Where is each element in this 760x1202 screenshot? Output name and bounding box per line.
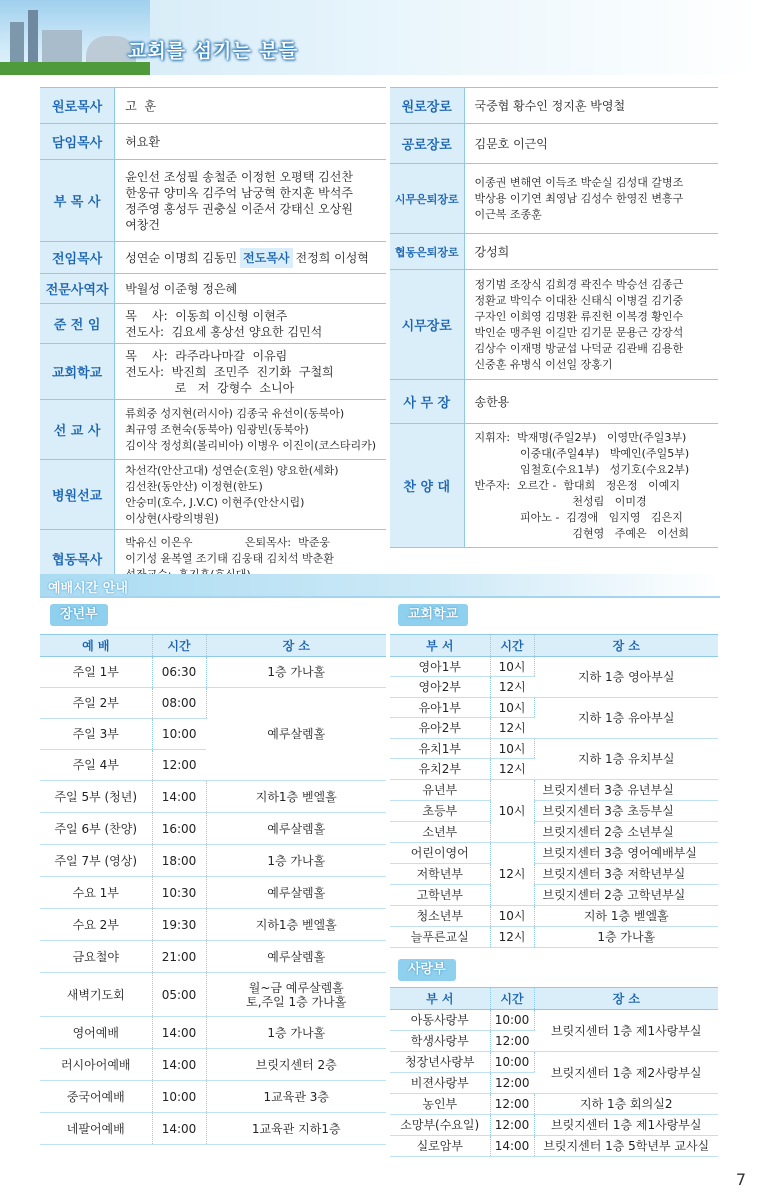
table-cell: 저학년부 — [390, 864, 490, 885]
table-cell: 러시아어예배 — [40, 1049, 152, 1081]
staff-role: 교회학교 — [40, 344, 115, 400]
table-cell: 예루살렘홀 — [206, 877, 386, 909]
text-line: 임철호(수요1부) 성기호(수요2부) — [474, 462, 690, 476]
table-cell: 10시 — [490, 698, 534, 718]
table-row — [390, 864, 718, 885]
table-cell: 농인부 — [390, 1094, 490, 1115]
table-cell: 브릿지센터 2층 소년부실 — [534, 822, 718, 843]
table-cell: 유치2부 — [390, 759, 490, 780]
table-cell: 브릿지센터 3층 영어예배부실 — [534, 843, 718, 864]
staff-names — [115, 160, 386, 242]
staff-row — [40, 242, 386, 274]
table-cell: 지하 1층 유치부실 — [534, 739, 718, 780]
table-row — [40, 1049, 386, 1081]
table-cell: 06:30 — [152, 657, 206, 688]
staff-names — [115, 400, 386, 460]
table-cell: 지하 1층 회의실2 — [534, 1094, 718, 1115]
text-line: 한웅규 양미옥 김주억 남궁혁 한지훈 박석주 — [125, 185, 353, 200]
table-cell: 10시 — [490, 906, 534, 927]
text-line: 이근복 조종훈 — [474, 207, 542, 221]
text-line: 천성림 이미경 — [474, 494, 647, 508]
table-cell: 브릿지센터 2층 고학년부실 — [534, 885, 718, 906]
table-cell: 학생사랑부 — [390, 1031, 490, 1052]
table-cell: 주일 3부 — [40, 719, 152, 750]
table-cell: 소년부 — [390, 822, 490, 843]
text-line: 이종권 변해연 이득조 박순실 김성대 갈병조 — [474, 175, 684, 189]
text-line: 박월성 이준형 정은혜 — [125, 281, 238, 296]
staff-role: 시무장로 — [390, 270, 464, 380]
table-cell: 중국어예배 — [40, 1081, 152, 1113]
love-schedule-table — [390, 987, 718, 1157]
text-line: 최규영 조현숙(동북아) 임광빈(동북아) — [125, 422, 309, 436]
staff-row — [40, 344, 386, 400]
table-cell: 브릿지센터 3층 초등부실 — [534, 801, 718, 822]
table-cell: 19:30 — [152, 909, 206, 941]
table-cell: 수요 2부 — [40, 909, 152, 941]
table-cell: 10:00 — [152, 719, 206, 750]
table-cell: 1층 가나홀 — [206, 657, 386, 688]
table-cell: 브릿지센터 1층 제2사랑부실 — [534, 1052, 718, 1094]
text-line: 류희중 성지현(러시아) 김종국 유선이(동북아) — [125, 406, 345, 420]
staff-role-inline: 전도목사 — [240, 248, 292, 268]
table-cell: 12시 — [490, 927, 534, 948]
staff-role: 준 전 임 — [40, 304, 115, 344]
staff-row — [40, 88, 386, 124]
table-cell: 12:00 — [490, 1031, 534, 1052]
text-line: 반주자: 오르간 - 함대희 정은정 이예지 — [474, 478, 681, 492]
text-line: 차선각(안산고대) 성연순(호원) 양요한(세화) — [125, 463, 339, 477]
table-row — [390, 1052, 718, 1073]
staff-names — [464, 234, 718, 270]
staff-role: 전임목사 — [40, 242, 115, 274]
staff-role: 담임목사 — [40, 124, 115, 160]
text-line: 박인순 맹주원 이길만 김기문 문용근 강장석 — [474, 325, 684, 339]
table-cell: 14:00 — [490, 1136, 534, 1157]
text-line: 김현영 주예은 이선희 — [474, 526, 690, 540]
staff-role: 협동은퇴장로 — [390, 234, 464, 270]
staff-row — [40, 274, 386, 304]
text-line: 전도사: 김요세 홍상선 양요한 김민석 — [125, 324, 323, 339]
staff-row — [390, 88, 718, 124]
table-cell: 10:30 — [152, 877, 206, 909]
staff-row — [390, 124, 718, 164]
table-row — [390, 780, 718, 801]
staff-names — [115, 242, 386, 274]
table-row — [40, 688, 386, 719]
table-cell: 수요 1부 — [40, 877, 152, 909]
staff-names — [115, 460, 386, 530]
staff-role: 부 목 사 — [40, 160, 115, 242]
table-cell: 네팔어예배 — [40, 1113, 152, 1145]
staff-row — [40, 160, 386, 242]
table-row — [40, 973, 386, 1017]
table-cell: 08:00 — [152, 688, 206, 719]
col-header: 시간 — [490, 988, 534, 1010]
table-row — [390, 739, 718, 759]
col-header: 예 배 — [40, 635, 152, 657]
text-line: 국중협 황수인 정지훈 박영철 — [474, 98, 626, 113]
table-cell: 05:00 — [152, 973, 206, 1017]
text-line: 허요환 — [125, 134, 160, 149]
table-cell: 12시 — [490, 677, 534, 698]
table-cell: 영어예배 — [40, 1017, 152, 1049]
staff-role: 공로장로 — [390, 124, 464, 164]
table-row — [40, 909, 386, 941]
table-cell: 주일 5부 (청년) — [40, 781, 152, 813]
table-cell: 유년부 — [390, 780, 490, 801]
staff-role: 찬 양 대 — [390, 424, 464, 548]
table-cell: 월~금 예루살렘홀 토,주일 1층 가나홀 — [206, 973, 386, 1017]
table-cell: 고학년부 — [390, 885, 490, 906]
table-cell: 10시 — [490, 780, 534, 843]
table-cell: 주일 6부 (찬양) — [40, 813, 152, 845]
staff-names — [115, 274, 386, 304]
staff-row — [390, 424, 718, 548]
table-cell: 주일 7부 (영상) — [40, 845, 152, 877]
text-line: 김상수 이재명 방균섭 나덕균 김관배 김용한 — [474, 341, 684, 355]
table-cell: 아동사랑부 — [390, 1010, 490, 1031]
table-row — [390, 1115, 718, 1136]
text-line: 정주영 홍성두 권충실 이준서 강태신 오상원 — [125, 201, 353, 216]
table-row — [40, 877, 386, 909]
table-cell: 주일 4부 — [40, 750, 152, 781]
text-line: 신중훈 유병식 이선일 장홍기 — [474, 357, 613, 371]
tab-love-dept: 사랑부 — [398, 959, 456, 981]
table-cell: 어린이영어 — [390, 843, 490, 864]
text-line: 정기범 조장식 김희경 곽진수 박승선 김종근 — [474, 277, 684, 291]
text-line: 박유신 이은우 은퇴목사: 박준웅 — [125, 535, 330, 549]
table-cell: 브릿지센터 1층 제1사랑부실 — [534, 1115, 718, 1136]
table-cell: 영아2부 — [390, 677, 490, 698]
table-cell: 12:00 — [490, 1094, 534, 1115]
table-cell: 1교육관 지하1층 — [206, 1113, 386, 1145]
table-row — [40, 657, 386, 688]
staff-names — [115, 124, 386, 160]
table-cell: 10시 — [490, 657, 534, 677]
table-cell: 주일 2부 — [40, 688, 152, 719]
table-cell: 늘푸른교실 — [390, 927, 490, 948]
text-line: 정환교 박익수 이대찬 신태식 이병걸 김기중 — [474, 293, 684, 307]
table-cell: 브릿지센터 2층 — [206, 1049, 386, 1081]
staff-names — [115, 344, 386, 400]
table-row — [390, 843, 718, 864]
text-line: 강성희 — [474, 244, 510, 259]
table-cell: 브릿지센터 1층 제1사랑부실 — [534, 1010, 718, 1052]
text-line: 이중대(주일4부) 박예인(주일5부) — [474, 446, 690, 460]
staff-role: 원로목사 — [40, 88, 115, 124]
text-line: 로 저 강형수 소니아 — [125, 380, 295, 395]
staff-row — [390, 380, 718, 424]
table-cell: 21:00 — [152, 941, 206, 973]
col-header: 장 소 — [534, 988, 718, 1010]
table-cell: 브릿지센터 1층 5학년부 교사실 — [534, 1136, 718, 1157]
table-cell: 예루살렘홀 — [206, 813, 386, 845]
table-row — [40, 1081, 386, 1113]
text-line: 이기성 윤복열 조기태 김웅태 김치석 박춘환 — [125, 551, 334, 565]
table-row — [390, 1094, 718, 1115]
text-line: 송한용 — [474, 394, 510, 409]
table-cell: 지하 1층 벧엘홀 — [534, 906, 718, 927]
col-header: 부 서 — [390, 988, 490, 1010]
staff-role: 시무은퇴장로 — [390, 164, 464, 234]
adult-schedule-table — [40, 634, 386, 1145]
staff-names — [464, 270, 718, 380]
school-schedule-table — [390, 634, 718, 948]
table-cell: 새벽기도회 — [40, 973, 152, 1017]
staff-role: 병원선교 — [40, 460, 115, 530]
table-cell: 유아2부 — [390, 718, 490, 739]
text-line: 김이삭 정성희(볼리비아) 이병우 이진이(코스타리카) — [125, 438, 376, 452]
staff-role: 원로장로 — [390, 88, 464, 124]
text-line: 구자인 이희영 김명환 류진헌 이복경 황인수 — [474, 309, 684, 323]
text-line: 여창건 — [125, 217, 160, 232]
table-row — [390, 927, 718, 948]
staff-names — [464, 424, 718, 548]
staff-row — [40, 304, 386, 344]
right-staff-table — [390, 87, 718, 548]
table-cell: 브릿지센터 3층 저학년부실 — [534, 864, 718, 885]
table-cell: 유아1부 — [390, 698, 490, 718]
text-line: 피아노 - 김경애 임지영 김은지 — [474, 510, 683, 524]
table-cell: 영아1부 — [390, 657, 490, 677]
text-line: 지휘자: 박재명(주일2부) 이영만(주일3부) — [474, 430, 687, 444]
staff-names — [464, 124, 718, 164]
table-cell: 14:00 — [152, 1049, 206, 1081]
table-row — [40, 845, 386, 877]
table-cell: 금요철야 — [40, 941, 152, 973]
text-line: 김선찬(동안산) 이정현(한도) — [125, 479, 263, 493]
text-line: 고 훈 — [125, 98, 157, 113]
table-row — [390, 698, 718, 718]
staff-names — [115, 304, 386, 344]
staff-role: 사 무 장 — [390, 380, 464, 424]
staff-names — [464, 380, 718, 424]
table-cell: 10시 — [490, 739, 534, 759]
staff-names — [464, 88, 718, 124]
table-row — [390, 906, 718, 927]
staff-row — [40, 460, 386, 530]
table-row — [40, 813, 386, 845]
table-cell: 14:00 — [152, 1113, 206, 1145]
table-row — [390, 822, 718, 843]
table-cell: 지하1층 벧엘홀 — [206, 781, 386, 813]
table-row — [40, 1113, 386, 1145]
header-banner — [0, 0, 760, 75]
text-line: 윤인선 조성필 송철준 이정헌 오평택 김선찬 — [125, 169, 353, 184]
staff-row — [40, 400, 386, 460]
left-staff-table — [40, 87, 386, 588]
table-row — [390, 1136, 718, 1157]
staff-row — [40, 124, 386, 160]
col-header: 시간 — [490, 635, 534, 657]
table-cell: 초등부 — [390, 801, 490, 822]
table-row — [390, 1010, 718, 1031]
table-row — [40, 781, 386, 813]
staff-role: 선 교 사 — [40, 400, 115, 460]
table-cell: 10:00 — [490, 1010, 534, 1031]
col-header: 장 소 — [534, 635, 718, 657]
col-header: 부 서 — [390, 635, 490, 657]
staff-role: 전문사역자 — [40, 274, 115, 304]
table-row — [390, 657, 718, 677]
table-row — [390, 801, 718, 822]
table-cell: 12시 — [490, 718, 534, 739]
table-cell: 예루살렘홀 — [206, 941, 386, 973]
worship-section-bar — [40, 574, 720, 598]
table-cell: 1층 가나홀 — [206, 845, 386, 877]
text-line: 전도사: 박진희 조민주 진기화 구철희 — [125, 364, 334, 379]
table-cell: 청소년부 — [390, 906, 490, 927]
staff-row — [390, 234, 718, 270]
table-cell: 12:00 — [490, 1073, 534, 1094]
table-cell: 12:00 — [490, 1115, 534, 1136]
table-cell: 14:00 — [152, 781, 206, 813]
page-title: 교회를 섬기는 분들 — [128, 40, 299, 62]
table-row — [40, 1017, 386, 1049]
page-number: 7 — [735, 1170, 746, 1189]
table-cell: 14:00 — [152, 1017, 206, 1049]
text-line: 목 사: 이동희 이신형 이현주 — [125, 308, 288, 323]
table-cell: 12시 — [490, 843, 534, 906]
text-line: 박상용 이기연 최영남 김성수 한영진 변흥구 — [474, 191, 684, 205]
tab-adult: 장년부 — [50, 604, 108, 626]
text-line: 목 사: 라주라나마갈 이유림 — [125, 348, 288, 363]
table-cell: 주일 1부 — [40, 657, 152, 688]
table-cell: 소망부(수요일) — [390, 1115, 490, 1136]
table-cell: 10:00 — [490, 1052, 534, 1073]
table-cell: 비젼사랑부 — [390, 1073, 490, 1094]
table-cell: 유치1부 — [390, 739, 490, 759]
text-line: 전정희 이성혁 — [295, 250, 369, 265]
table-cell: 18:00 — [152, 845, 206, 877]
staff-names — [115, 88, 386, 124]
staff-row — [390, 270, 718, 380]
text-line: 이상현(사랑의병원) — [125, 511, 219, 525]
table-cell: 10:00 — [152, 1081, 206, 1113]
table-cell: 16:00 — [152, 813, 206, 845]
text-line: 성연순 이명희 김동민 — [125, 250, 238, 265]
staff-role: 협동목사 — [40, 530, 115, 588]
table-cell: 브릿지센터 3층 유년부실 — [534, 780, 718, 801]
staff-row — [390, 164, 718, 234]
table-cell: 1층 가나홀 — [206, 1017, 386, 1049]
staff-names — [464, 164, 718, 234]
col-header: 시간 — [152, 635, 206, 657]
table-row — [390, 885, 718, 906]
table-cell: 지하1층 벧엘홀 — [206, 909, 386, 941]
table-cell: 청장년사랑부 — [390, 1052, 490, 1073]
worship-section-title: 예배시간 안내 — [48, 581, 128, 596]
col-header: 장 소 — [206, 635, 386, 657]
table-cell: 12:00 — [152, 750, 206, 781]
table-row — [40, 941, 386, 973]
text-line: 김문호 이근익 — [474, 136, 548, 151]
tab-church-school: 교회학교 — [398, 604, 468, 626]
table-cell: 1교육관 3층 — [206, 1081, 386, 1113]
table-cell: 지하 1층 유아부실 — [534, 698, 718, 739]
table-cell: 12시 — [490, 759, 534, 780]
table-cell: 1층 가나홀 — [534, 927, 718, 948]
table-cell: 실로암부 — [390, 1136, 490, 1157]
text-line: 안숭미(호수, J.V.C) 이현주(안산시립) — [125, 495, 305, 509]
table-cell: 예루살렘홀 — [206, 688, 386, 781]
table-cell: 지하 1층 영아부실 — [534, 657, 718, 698]
